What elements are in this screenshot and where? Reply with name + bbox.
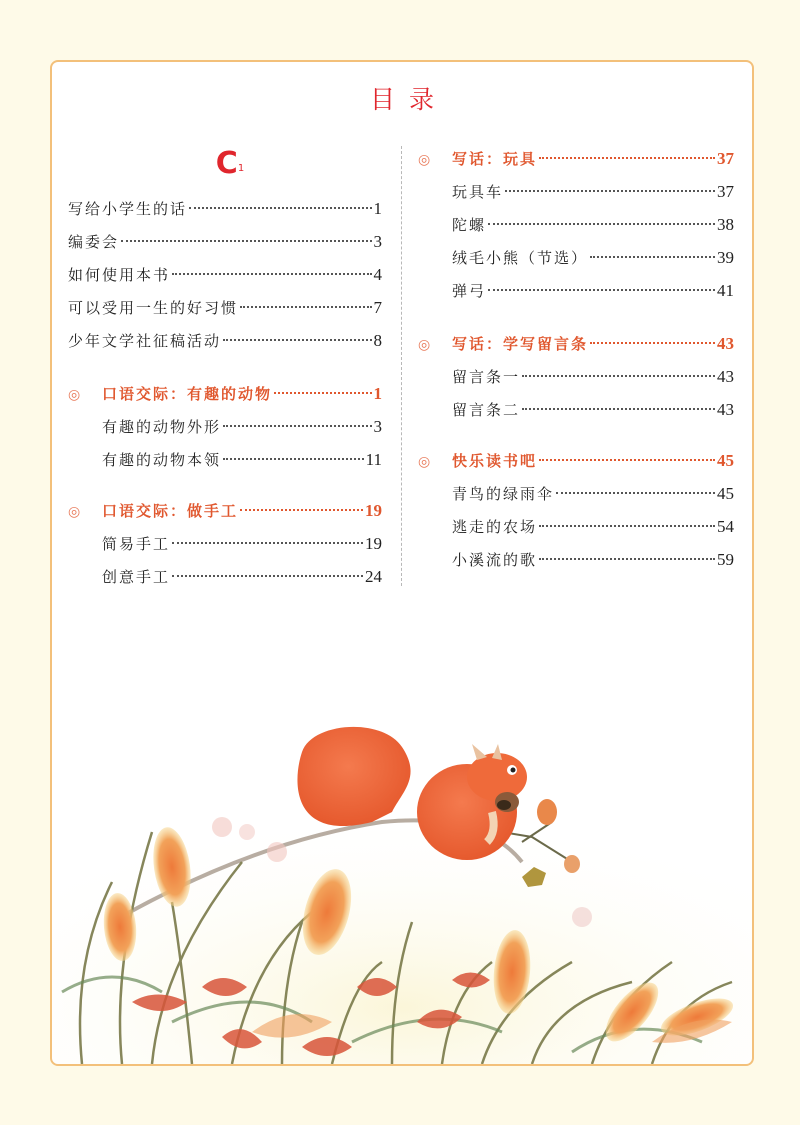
dot-leader — [556, 492, 715, 494]
toc-entry[interactable]: 留言条二 43 — [452, 400, 734, 419]
dot-leader — [274, 392, 371, 394]
dot-leader — [223, 339, 371, 341]
dot-leader — [172, 273, 371, 275]
dot-leader — [539, 157, 715, 159]
toc-entry[interactable]: 逃走的农场 54 — [452, 517, 734, 536]
toc-entry[interactable]: 绒毛小熊（节选） 39 — [452, 248, 734, 267]
toc-entry[interactable]: 写给小学生的话 1 — [68, 199, 382, 218]
page-title: 目录 — [369, 85, 448, 114]
dot-leader — [172, 542, 363, 544]
dot-leader — [172, 575, 363, 577]
toc-entry[interactable]: 少年文学社征稿活动 8 — [68, 331, 382, 350]
double-circle-icon: ◎ — [418, 454, 433, 470]
toc-section-heading[interactable]: ◎ 写话：玩具 37 — [418, 142, 734, 175]
toc-section-heading[interactable]: ◎ 快乐读书吧 45 — [418, 444, 734, 477]
toc-section-heading[interactable]: ◎ 写话：学写留言条 43 — [418, 327, 734, 360]
dot-leader — [522, 408, 715, 410]
toc-section-heading[interactable]: ◎ 口语交际：有趣的动物 1 — [68, 377, 382, 410]
squirrel-illustration — [52, 662, 752, 1064]
dot-leader — [121, 240, 371, 242]
toc-entry[interactable]: 编委会 3 — [68, 232, 382, 251]
double-circle-icon: ◎ — [68, 387, 83, 403]
double-circle-icon: ◎ — [68, 504, 83, 520]
dot-leader — [590, 256, 715, 258]
toc-section-heading[interactable]: ◎ 口语交际：做手工 19 — [68, 494, 382, 527]
dot-leader — [522, 375, 715, 377]
dot-leader — [539, 558, 715, 560]
toc-entry[interactable]: 青鸟的绿雨伞 45 — [452, 484, 734, 503]
toc-entry[interactable]: 如何使用本书 4 — [68, 265, 382, 284]
toc-entry[interactable]: 小溪流的歌 59 — [452, 550, 734, 569]
toc-entry[interactable]: 创意手工 24 — [102, 567, 382, 586]
toc-entry[interactable]: 弹弓 41 — [452, 281, 734, 300]
dot-leader — [488, 223, 715, 225]
double-circle-icon: ◎ — [418, 152, 433, 168]
right-column — [418, 142, 734, 576]
dot-leader — [223, 458, 364, 460]
dot-leader — [223, 425, 371, 427]
dot-leader — [505, 190, 715, 192]
c1-logo-icon: $C_1$ — [215, 146, 245, 181]
dot-leader — [240, 509, 363, 511]
toc-entry[interactable]: 玩具车 37 — [452, 182, 734, 201]
dot-leader — [189, 207, 371, 209]
dot-leader — [590, 342, 715, 344]
dot-leader — [539, 459, 715, 461]
toc-page — [50, 60, 754, 1066]
toc-entry[interactable]: 留言条一 43 — [452, 367, 734, 386]
double-circle-icon: ◎ — [418, 337, 433, 353]
left-column — [68, 142, 382, 593]
dot-leader — [539, 525, 715, 527]
column-divider — [401, 146, 402, 586]
toc-entry[interactable]: 陀螺 38 — [452, 215, 734, 234]
toc-entry[interactable]: 简易手工 19 — [102, 534, 382, 553]
dot-leader — [240, 306, 371, 308]
toc-entry[interactable]: 有趣的动物本领 11 — [102, 450, 382, 469]
toc-entry[interactable]: 有趣的动物外形 3 — [102, 417, 382, 436]
dot-leader — [488, 289, 715, 291]
toc-entry[interactable]: 可以受用一生的好习惯 7 — [68, 298, 382, 317]
